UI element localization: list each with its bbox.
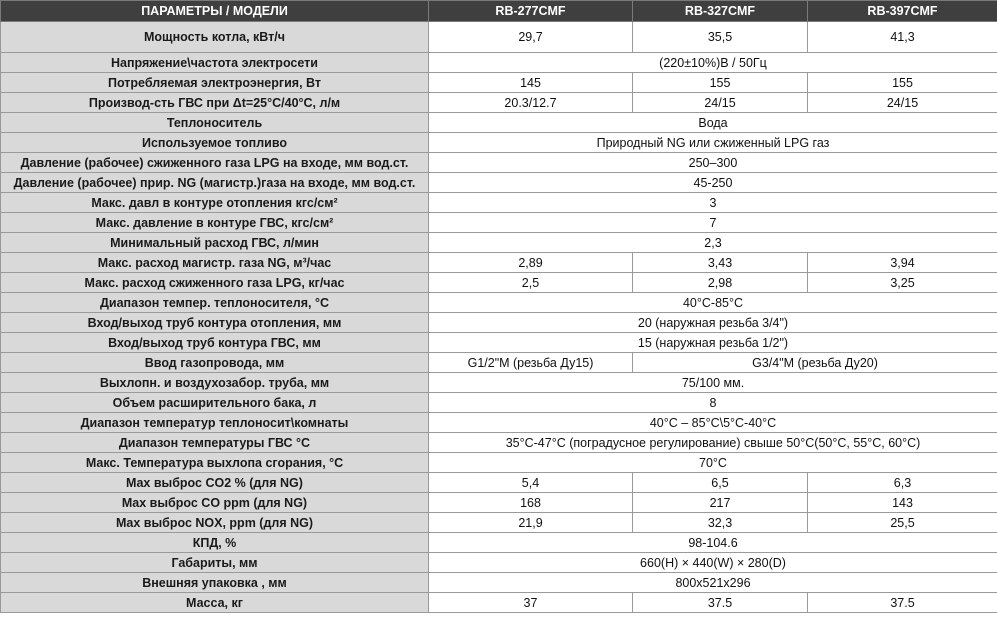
table-row [1, 433, 997, 453]
value-cell: 20.3/12.7 [429, 93, 633, 113]
value-cell: 29,7 [429, 22, 633, 53]
value-cell-all-models: 250–300 [429, 153, 997, 173]
header-row [1, 1, 997, 22]
param-label: Масса, кг [1, 593, 429, 613]
param-label: Макс. расход сжиженного газа LPG, кг/час [1, 273, 429, 293]
table-row [1, 453, 997, 473]
param-label: Габариты, мм [1, 553, 429, 573]
value-cell: 35,5 [633, 22, 808, 53]
value-cell: 2,89 [429, 253, 633, 273]
value-cell: 21,9 [429, 513, 633, 533]
model-header-rb-277cmf: RB-277CMF [429, 1, 633, 22]
table-row [1, 333, 997, 353]
param-label: Вход/выход труб контура ГВС, мм [1, 333, 429, 353]
param-label: Max выброс CO ppm (для NG) [1, 493, 429, 513]
table-row [1, 253, 997, 273]
table-body [1, 22, 997, 613]
param-label: Вход/выход труб контура отопления, мм [1, 313, 429, 333]
table-row [1, 473, 997, 493]
value-cell: 37.5 [808, 593, 997, 613]
value-cell-all-models: 40°С – 85°С\5°С-40°С [429, 413, 997, 433]
value-cell-all-models: 45-250 [429, 173, 997, 193]
table-row [1, 93, 997, 113]
param-label: Давление (рабочее) прир. NG (магистр.)газа на входе, мм вод.ст. [1, 173, 429, 193]
value-cell: G1/2"М (резьба Ду15) [429, 353, 633, 373]
table-row [1, 573, 997, 593]
value-cell-all-models: 40°С-85°С [429, 293, 997, 313]
value-cell-all-models: 2,3 [429, 233, 997, 253]
param-column-header: ПАРАМЕТРЫ / МОДЕЛИ [1, 1, 429, 22]
value-cell-all-models: Природный NG или сжиженный LPG газ [429, 133, 997, 153]
table-row [1, 213, 997, 233]
param-label: Max выброс CO2 % (для NG) [1, 473, 429, 493]
value-cell: 37 [429, 593, 633, 613]
param-label: Производ-сть ГВС при Δt=25°С/40°С, л/м [1, 93, 429, 113]
table-row [1, 353, 997, 373]
value-cell: 5,4 [429, 473, 633, 493]
table-row [1, 593, 997, 613]
table-row [1, 393, 997, 413]
param-label: Внешняя упаковка , мм [1, 573, 429, 593]
table-row [1, 193, 997, 213]
table-row [1, 53, 997, 73]
param-label: Потребляемая электроэнергия, Вт [1, 73, 429, 93]
table-row [1, 313, 997, 333]
value-cell-all-models: 35°С-47°С (поградусное регулирование) свыше 50°С(50°С, 55°С, 60°С) [429, 433, 997, 453]
param-label: Используемое топливо [1, 133, 429, 153]
value-cell: 217 [633, 493, 808, 513]
table-row [1, 493, 997, 513]
table-row [1, 293, 997, 313]
param-label: Диапазон температуры ГВС °С [1, 433, 429, 453]
value-cell-all-models: 7 [429, 213, 997, 233]
value-cell: 2,98 [633, 273, 808, 293]
table-row [1, 22, 997, 53]
value-cell: G3/4"М (резьба Ду20) [633, 353, 997, 373]
value-cell-all-models: 660(H) × 440(W) × 280(D) [429, 553, 997, 573]
value-cell-all-models: 75/100 мм. [429, 373, 997, 393]
param-label: Теплоноситель [1, 113, 429, 133]
value-cell: 32,3 [633, 513, 808, 533]
table-row [1, 233, 997, 253]
table-row [1, 113, 997, 133]
value-cell: 168 [429, 493, 633, 513]
table-row [1, 133, 997, 153]
param-label: Макс. Температура выхлопа сгорания, °С [1, 453, 429, 473]
value-cell-all-models: Вода [429, 113, 997, 133]
table-row [1, 173, 997, 193]
value-cell: 2,5 [429, 273, 633, 293]
value-cell: 24/15 [633, 93, 808, 113]
param-label: Max выброс NOX, ppm (для NG) [1, 513, 429, 533]
table-row [1, 73, 997, 93]
param-label: Выхлопн. и воздухозабор. труба, мм [1, 373, 429, 393]
table-row [1, 533, 997, 553]
value-cell: 37.5 [633, 593, 808, 613]
param-label: Давление (рабочее) сжиженного газа LPG на входе, мм вод.ст. [1, 153, 429, 173]
table-row [1, 153, 997, 173]
value-cell: 155 [633, 73, 808, 93]
param-label: Напряжение\частота электросети [1, 53, 429, 73]
param-label: Мощность котла, кВт/ч [1, 22, 429, 53]
table-row [1, 513, 997, 533]
value-cell-all-models: 3 [429, 193, 997, 213]
param-label: КПД, % [1, 533, 429, 553]
model-header-rb-327cmf: RB-327CMF [633, 1, 808, 22]
value-cell: 3,25 [808, 273, 997, 293]
param-label: Макс. давление в контуре ГВС, кгс/см² [1, 213, 429, 233]
param-label: Диапазон темпер. теплоносителя, °С [1, 293, 429, 313]
table-row [1, 273, 997, 293]
table-row [1, 553, 997, 573]
param-label: Объем расширительного бака, л [1, 393, 429, 413]
value-cell-all-models: 15 (наружная резьба 1/2") [429, 333, 997, 353]
value-cell: 143 [808, 493, 997, 513]
value-cell: 3,94 [808, 253, 997, 273]
value-cell: 155 [808, 73, 997, 93]
value-cell-all-models: 70°С [429, 453, 997, 473]
value-cell-all-models: 8 [429, 393, 997, 413]
value-cell: 25,5 [808, 513, 997, 533]
value-cell: 24/15 [808, 93, 997, 113]
table-row [1, 373, 997, 393]
param-label: Макс. расход магистр. газа NG, м³/час [1, 253, 429, 273]
model-header-rb-397cmf: RB-397CMF [808, 1, 997, 22]
param-label: Диапазон температур теплоносит\комнаты [1, 413, 429, 433]
value-cell: 41,3 [808, 22, 997, 53]
value-cell: 3,43 [633, 253, 808, 273]
param-label: Минимальный расход ГВС, л/мин [1, 233, 429, 253]
value-cell-all-models: 800x521x296 [429, 573, 997, 593]
value-cell-all-models: 20 (наружная резьба 3/4") [429, 313, 997, 333]
value-cell-all-models: 98-104.6 [429, 533, 997, 553]
value-cell-all-models: (220±10%)В / 50Гц [429, 53, 997, 73]
value-cell: 145 [429, 73, 633, 93]
value-cell: 6,5 [633, 473, 808, 493]
table-row [1, 413, 997, 433]
value-cell: 6,3 [808, 473, 997, 493]
param-label: Ввод газопровода, мм [1, 353, 429, 373]
param-label: Макс. давл в контуре отопления кгс/см² [1, 193, 429, 213]
